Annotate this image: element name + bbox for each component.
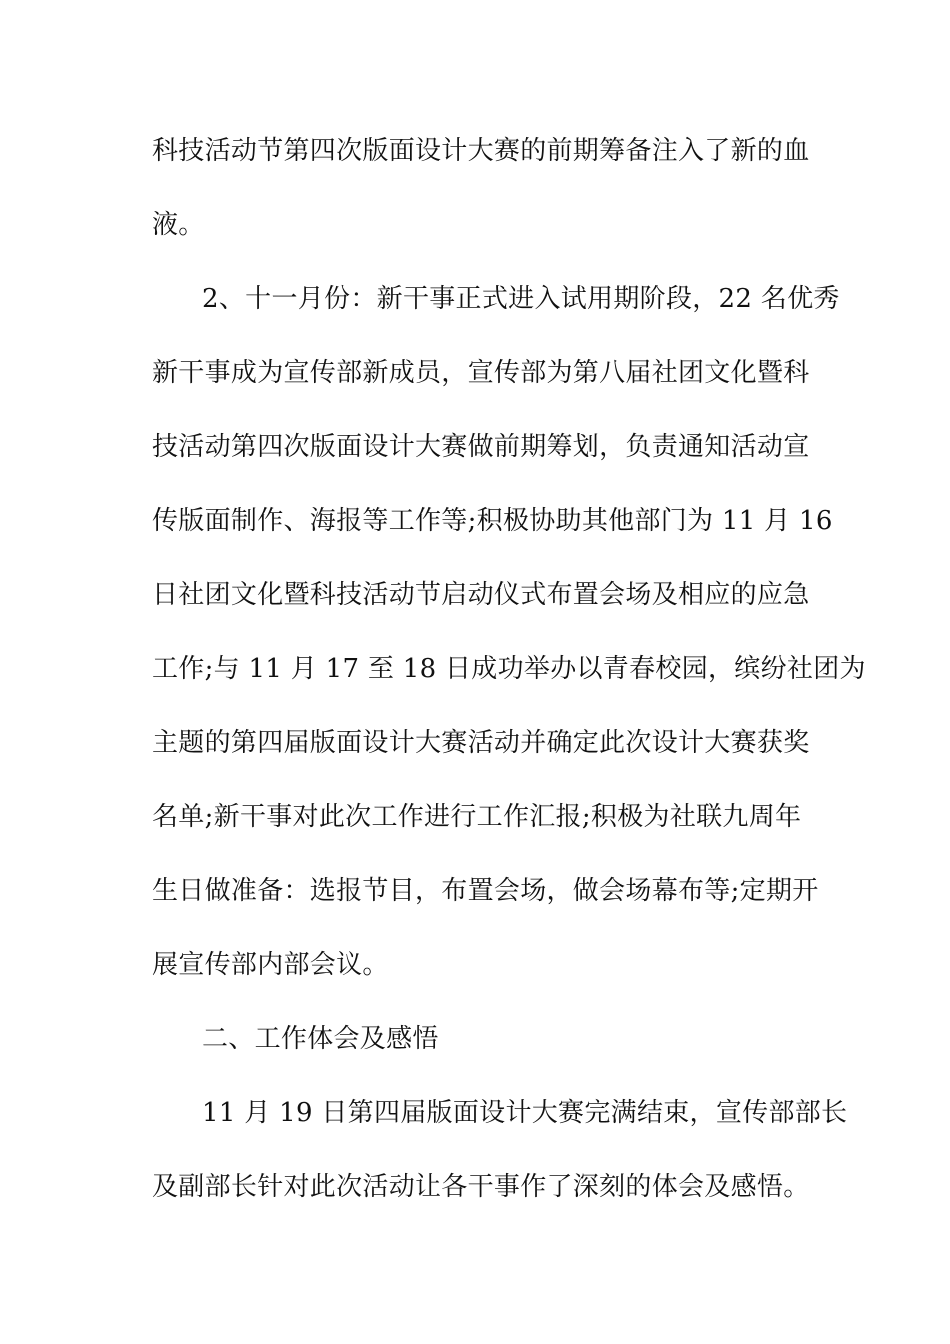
paragraph-line: 名单;新干事对此次工作进行工作汇报;积极为社联九周年 [152,802,802,832]
paragraph-line: 技活动第四次版面设计大赛做前期筹划，负责通知活动宣 [152,432,810,462]
paragraph-line: 新干事成为宣传部新成员，宣传部为第八届社团文化暨科 [152,358,810,388]
paragraph-line: 2、十一月份：新干事正式进入试用期阶段，22 名优秀 [202,284,840,314]
paragraph-line: 主题的第四届版面设计大赛活动并确定此次设计大赛获奖 [152,728,810,758]
paragraph-line: 科技活动节第四次版面设计大赛的前期筹备注入了新的血 [152,136,810,166]
paragraph-line: 生日做准备：选报节目，布置会场，做会场幕布等;定期开 [152,876,819,906]
paragraph-line: 日社团文化暨科技活动节启动仪式布置会场及相应的应急 [152,580,810,610]
paragraph-line: 液。 [152,210,205,240]
paragraph-line: 展宣传部内部会议。 [152,950,389,980]
paragraph-line: 传版面制作、海报等工作等;积极协助其他部门为 11 月 16 [152,506,833,536]
paragraph-line: 工作;与 11 月 17 至 18 日成功举办以青春校园，缤纷社团为 [152,654,866,684]
section-heading: 二、工作体会及感悟 [202,1024,439,1054]
paragraph-line: 及副部长针对此次活动让各干事作了深刻的体会及感悟。 [152,1172,810,1202]
paragraph-line: 11 月 19 日第四届版面设计大赛完满结束，宣传部部长 [202,1098,848,1128]
